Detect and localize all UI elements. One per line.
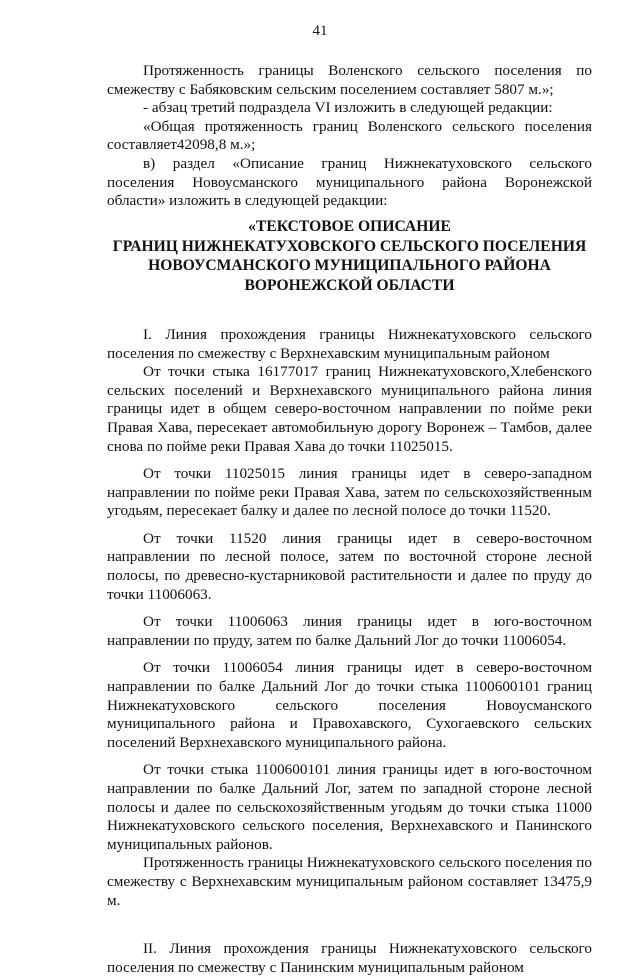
heading-line-4: ВОРОНЕЖСКОЙ ОБЛАСТИ: [244, 277, 455, 295]
section-heading: [107, 217, 592, 296]
heading-line-1: «ТЕКСТОВОЕ ОПИСАНИЕ: [248, 217, 451, 235]
heading-line-3: НОВОУСМАНСКОГО МУНИЦИПАЛЬНОГО РАЙОНА: [148, 257, 551, 275]
section-1-total-length: Протяженность границы Нижнекатуховского сельского поселения по смежеству с Верхнехавским муниципальным районом составляет 13475,9 м.: [107, 854, 592, 909]
page-number: 41: [312, 23, 328, 39]
paragraph-boundary-volenskoe-babyakovo: Протяженность границы Воленского сельского поселения по смежеству с Бабяковским сельским поселением составляет 5807 м.»;: [107, 62, 592, 98]
document-body: [107, 62, 592, 977]
section-1-paragraph-1: От точки стыка 16177017 границ Нижнекатуховского,Хлебенского сельских поселений и Верхнехавского муниципального района линия границы идет в общем северо-восточном направлении по пойме реки Правая Хава, пересекает автомобильную дорогу Воронеж – Тамбов, далее снова по пойме реки Правая Хава до точки 11025015.: [107, 363, 592, 455]
paragraph-total-length-volenskoe: «Общая протяженность границ Воленского сельского поселения составляет42098,8 м.»;: [107, 117, 592, 154]
paragraph-instruction-vi: - абзац третий подраздела VI изложить в следующей редакции:: [143, 99, 553, 117]
section-1-paragraph-3: От точки 11520 линия границы идет в северо-восточном направлении по лесной полосе, затем по восточной стороне лесной полосы, по древесно-кустарниковой растительности и далее по пруду до точки 11006063.: [107, 529, 592, 603]
section-2-title: II. Линия прохождения границы Нижнекатуховского сельского поселения по смежеству с Панинским муниципальным районом: [107, 940, 592, 976]
paragraph-instruction-section-v: в) раздел «Описание границ Нижнекатуховского сельского поселения Новоусманского муниципального района Воронежской области» изложить в следующей редакции:: [107, 154, 592, 210]
section-1-title: I. Линия прохождения границы Нижнекатуховского сельского поселения по смежеству с Верхнехавским муниципальным районом: [107, 325, 592, 362]
heading-line-2: ГРАНИЦ НИЖНЕКАТУХОВСКОГО СЕЛЬСКОГО ПОСЕЛЕНИЯ: [112, 237, 587, 255]
section-1-paragraph-4: От точки 11006063 линия границы идет в юго-восточном направлении по пруду, затем по балке Дальний Лог до точки 11006054.: [107, 613, 592, 649]
section-1-paragraph-6: От точки стыка 1100600101 линия границы идет в юго-восточном направлении по балке Дальний Лог, затем по западной стороне лесной полосы и далее по сельскохозяйственным угодьям до точки стыка 11000 Нижнекатуховского сельского поселения, Верхнехавского и Панинского муниципальных районов.: [107, 761, 592, 853]
section-1-paragraph-5: От точки 11006054 линия границы идет в северо-восточном направлении по балке Дальний Лог до точки стыка 1100600101 границ Нижнекатуховского сельского поселения Новоусманского муниципального района и Правохавского, Сухогаевского сельских поселений Верхнехавского муниципального района.: [107, 659, 592, 751]
section-1-paragraph-2: От точки 11025015 линия границы идет в северо-западном направлении по пойме реки Правая Хава, затем по сельскохозяйственным угодьям, пересекает балку и далее по лесной полосе до точки 11520.: [107, 465, 592, 520]
